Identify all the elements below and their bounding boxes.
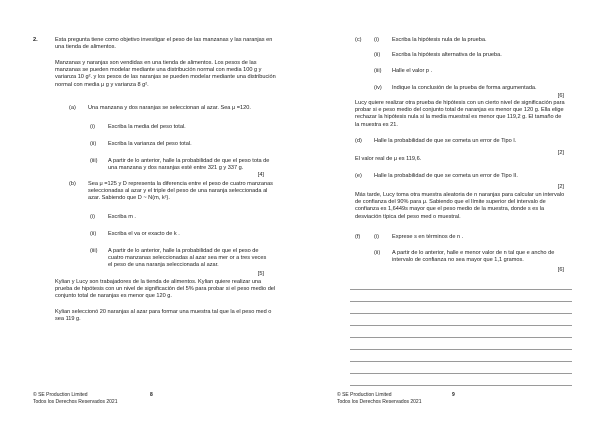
lucy-text: Lucy quiere realizar otra prueba de hipótesis con un cierto nivel de significación para probar si e peso medio del conjunto total de naranjas es menor que 120 g. Ella elige rechazar la hipótesis nula si la media muestral es menor que 119,2 g. El tamaño de la muestra es 21. bbox=[355, 100, 565, 128]
part-b-iii-label: (iii) bbox=[90, 248, 98, 254]
part-b-stem: Sea μ =125 y D representa la diferencia entre el peso de cuatro manzanas seleccionadas al azar y el triple del peso de una naranja seleccionada al azar. Sabiendo que D ~ N(m, k²). bbox=[88, 181, 273, 202]
part-a-iii-label: (iii) bbox=[90, 158, 98, 164]
part-a-stem: Una manzana y dos naranjas se seleccionan al azar. Sea μ =120. bbox=[88, 105, 251, 111]
page-number: 9 bbox=[452, 392, 455, 398]
answer-line bbox=[350, 313, 572, 314]
part-c-i-label: (i) bbox=[374, 37, 379, 43]
footer-rights: Todos los Derechos Reservados 2021 bbox=[337, 399, 422, 405]
answer-line bbox=[350, 373, 572, 374]
part-b-label: (b) bbox=[69, 181, 76, 187]
part-a-marks: [4] bbox=[257, 172, 264, 178]
part-e-label: (e) bbox=[355, 173, 362, 179]
question-intro: Esta pregunta tiene como objetivo investigar el peso de las manzanas y las naranjas en una tienda de alimentos. bbox=[55, 37, 273, 51]
footer-rights: Todos los Derechos Reservados 2021 bbox=[33, 399, 118, 405]
part-a-label: (a) bbox=[69, 105, 76, 111]
part-a-i-text: Escriba la media del peso total. bbox=[108, 124, 186, 130]
later-text: Más tarde, Lucy toma otra muestra aleatoria de n naranjas para calcular un intervalo de confianza del 90% para μ. Sabiendo que el límite superior del intervalo de confianza es 1,6449s mayor que el peso medio de la muestra, donde s es la desviación típica del peso med o muestral. bbox=[355, 192, 565, 220]
part-f-ii-text: A partir de lo anterior, halle e menor valor de n tal que e ancho de intervalo de confianza no sea mayor que 1,1 gramos. bbox=[392, 250, 555, 264]
answer-line bbox=[350, 289, 572, 290]
part-c-label: (c) bbox=[355, 37, 362, 43]
footer-copyright: © SE Production Limited bbox=[337, 392, 392, 398]
question-context: Manzanas y naranjas son vendidas en una tienda de alimentos. Los pesos de las manzanas se pueden modelar mediante una distribución normal con media 100 g y varianza 10 g². y los pesos de las naranjas se pueden modelar mediante una distribución normal con media μ g y varianza 8 g². bbox=[55, 60, 276, 88]
part-c-ii-text: Escriba la hipótesis alternativa de la prueba. bbox=[392, 52, 502, 58]
part-c-ii-label: (ii) bbox=[374, 52, 381, 58]
real-value-text: El valor real de μ es 119,6. bbox=[355, 156, 422, 162]
part-c-iv-text: Indique la conclusión de la prueba de forma argumentada. bbox=[392, 85, 537, 91]
part-e-text: Halle la probabilidad de que se cometa un error de Tipo II. bbox=[374, 173, 518, 179]
part-b-i-label: (i) bbox=[90, 214, 95, 220]
part-e-marks: [2] bbox=[557, 184, 564, 190]
part-b-ii-label: (ii) bbox=[90, 231, 97, 237]
part-a-iii-text: A partir de lo anterior, halle la probabilidad de que el peso tota de una manzana y dos naranjas esté entre 321 g y 337 g. bbox=[108, 158, 270, 172]
part-c-iv-label: (iv) bbox=[374, 85, 382, 91]
part-b-marks: [5] bbox=[257, 271, 264, 277]
answer-line bbox=[350, 301, 572, 302]
answer-line bbox=[350, 349, 572, 350]
part-c-iii-text: Halle el valor p . bbox=[392, 68, 433, 74]
answer-line bbox=[350, 325, 572, 326]
part-f-ii-label: (ii) bbox=[374, 250, 381, 256]
part-b-ii-text: Escriba el va or exacto de k . bbox=[108, 231, 180, 237]
part-c-iii-label: (iii) bbox=[374, 68, 382, 74]
kylian-lucy-text: Kylian y Lucy son trabajadores de la tienda de alimentos. Kylian quiere realizar una prueba de hipótesis con un nivel de significación del 5% para probar si el peso medio del conjunto total de naranjas es menor que 120 g. bbox=[55, 279, 276, 300]
part-d-text: Halle la probabilidad de que se cometa un error de Tipo I. bbox=[374, 138, 517, 144]
footer-copyright: © SE Production Limited bbox=[33, 392, 88, 398]
kylian-sample-text: Kylian seleccionó 20 naranjas al azar para formar una muestra tal que la el peso med o sea 119 g. bbox=[55, 309, 272, 323]
part-a-i-label: (i) bbox=[90, 124, 95, 130]
part-f-marks: [6] bbox=[557, 267, 564, 273]
part-d-label: (d) bbox=[355, 138, 362, 144]
part-c-marks: [6] bbox=[557, 93, 564, 99]
page-number: 8 bbox=[150, 392, 153, 398]
part-a-ii-label: (ii) bbox=[90, 141, 97, 147]
right-page bbox=[300, 0, 600, 424]
answer-line bbox=[350, 361, 572, 362]
answer-line bbox=[350, 385, 572, 386]
part-a-ii-text: Escriba la varianza del peso total. bbox=[108, 141, 192, 147]
question-number: 2. bbox=[33, 37, 38, 43]
part-b-i-text: Escriba m . bbox=[108, 214, 136, 220]
part-f-label: (f) bbox=[355, 234, 361, 240]
part-f-i-label: (i) bbox=[374, 234, 379, 240]
part-d-marks: [2] bbox=[557, 150, 564, 156]
answer-line bbox=[350, 337, 572, 338]
part-f-i-text: Exprese s en términos de n . bbox=[392, 234, 464, 240]
part-b-iii-text: A partir de lo anterior, halle la probabilidad de que el peso de cuatro manzanas seleccionadas al azar sea mer or a tres veces el peso de una naranja seleccionada al azar. bbox=[108, 248, 267, 269]
part-c-i-text: Escriba la hipótesis nula de la prueba. bbox=[392, 37, 487, 43]
